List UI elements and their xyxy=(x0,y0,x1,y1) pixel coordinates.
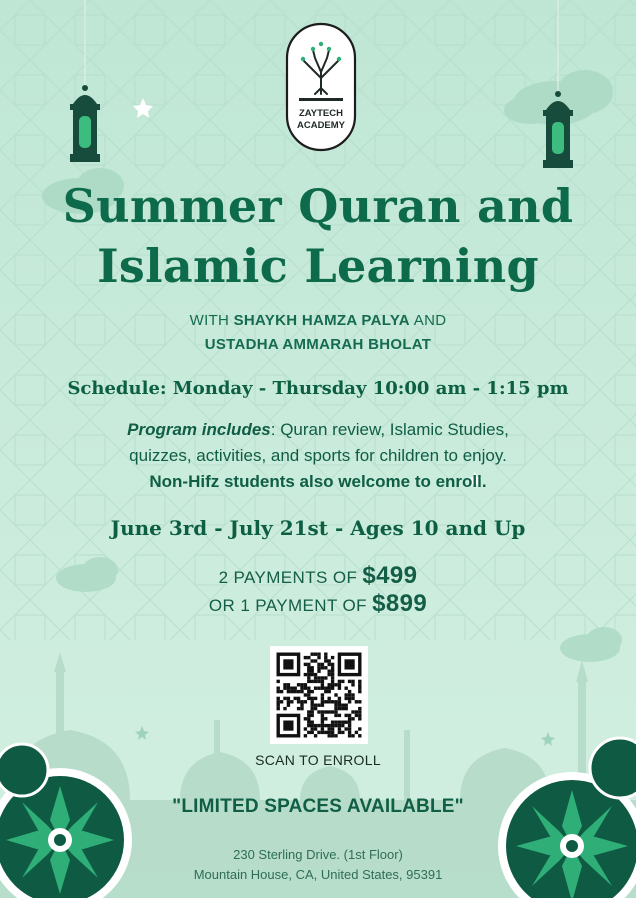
logo-text: ZAYTECH xyxy=(299,108,343,119)
limited-spaces: "LIMITED SPACES AVAILABLE" xyxy=(172,796,464,817)
payment-text: 2 PAYMENTS OF xyxy=(218,568,358,587)
program-line-2: quizzes, activities, and sports for children to enjoy. xyxy=(129,446,507,465)
non-hifz-note: Non-Hifz students also welcome to enroll. xyxy=(149,472,487,491)
payment-amount: $499 xyxy=(362,562,418,589)
teacher-name: SHAYKH HAMZA PALYA xyxy=(233,312,410,329)
teachers-line-1 xyxy=(0,312,636,329)
title-line-1: Summer Quran and xyxy=(62,179,574,233)
and-word: AND xyxy=(413,312,447,329)
address-line-2: Mountain House, CA, United States, 95391 xyxy=(193,867,443,882)
payment-amount: $899 xyxy=(372,590,428,617)
program-text: : Quran review, Islamic Studies, xyxy=(270,420,509,439)
payment-option-1 xyxy=(0,562,636,592)
star-icon xyxy=(541,732,555,746)
logo-text: ACADEMY xyxy=(296,120,346,131)
dates-ages: June 3rd - July 21st - Ages 10 and Up xyxy=(110,516,526,540)
program-label: Program includes xyxy=(127,420,271,439)
payment-text: OR 1 PAYMENT OF xyxy=(208,596,367,615)
schedule: Schedule: Monday - Thursday 10:00 am - 1:15 pm xyxy=(67,378,569,399)
zaytech-logo xyxy=(285,22,357,152)
address-line-1: 230 Sterling Drive. (1st Floor) xyxy=(233,847,403,862)
qr-code[interactable] xyxy=(270,646,368,744)
star-icon xyxy=(135,726,149,740)
program-line-3 xyxy=(0,469,636,494)
scan-label: SCAN TO ENROLL xyxy=(255,752,381,768)
program-line-1 xyxy=(0,417,636,442)
teacher-name: USTADHA AMMARAH BHOLAT xyxy=(204,336,432,353)
payment-option-2 xyxy=(0,590,636,620)
with-word: WITH xyxy=(189,312,230,329)
title-line-2: Islamic Learning xyxy=(97,239,539,293)
